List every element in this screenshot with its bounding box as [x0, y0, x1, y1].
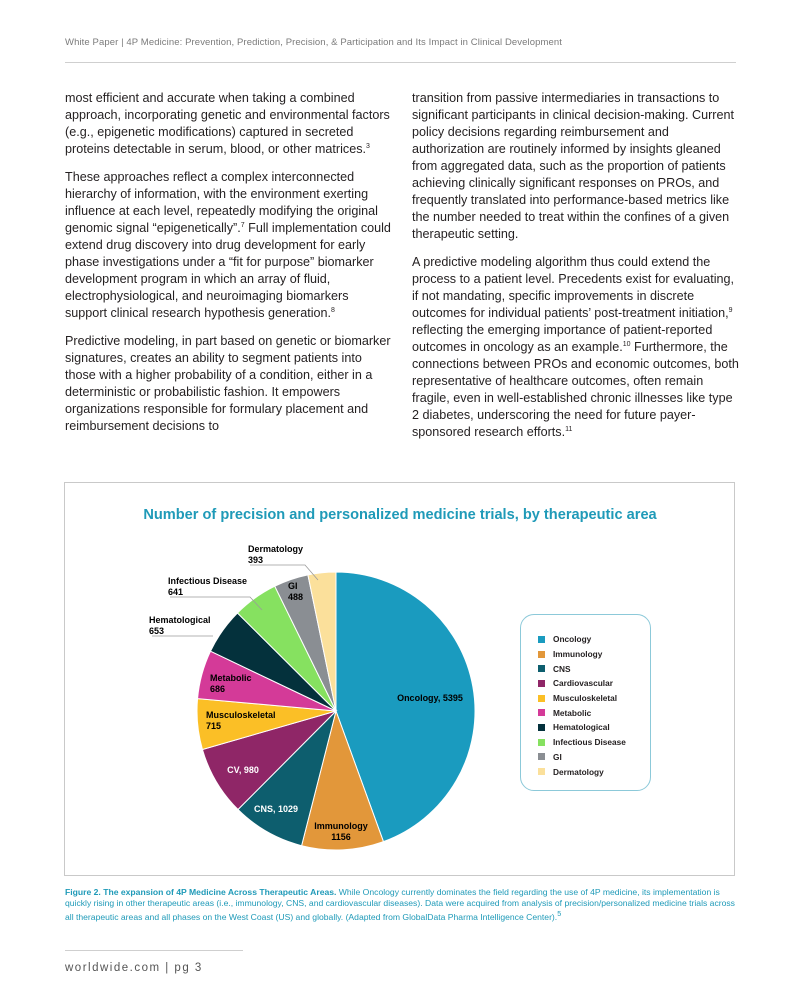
legend-swatch	[538, 753, 545, 760]
running-header: White Paper | 4P Medicine: Prevention, Prediction, Precision, & Participation and Its Impact in Clinical Development	[65, 37, 563, 48]
data-label-cardiovascular: CV, 980	[227, 765, 259, 775]
legend-item-musculoskeletal	[538, 691, 650, 706]
legend-swatch	[538, 680, 545, 687]
footer-divider	[65, 950, 243, 951]
legend-item-dermatology	[538, 764, 650, 779]
legend-label: Musculoskeletal	[553, 693, 618, 704]
legend-label: GI	[553, 751, 562, 762]
data-label-musculoskeletal: Musculoskeletal 715	[206, 710, 276, 731]
paragraph: transition from passive intermediaries in transactions to significant participants in clinical decision-making. Current policy decisions regarding reimbursement and authorization are routinely informed by insights gleaned from aggregated data, such as the proportion of patients achieving clinically significant responses on PROs, and frequently translated into performance-based metrics like the number needed to treat within the confines of a given therapeutic setting.	[412, 91, 734, 241]
legend-label: Metabolic	[553, 707, 592, 718]
legend-item-metabolic	[538, 705, 650, 720]
legend-swatch	[538, 695, 545, 702]
legend-item-oncology	[538, 632, 650, 647]
legend-item-hematological	[538, 720, 650, 735]
paragraph: A predictive modeling algorithm thus could extend the process to a patient level. Precedents exist for evaluating, if not mandating, specific improvements in discrete outcomes for individual patients’ post-treatment initiation,$^9$ reflecting the emerging importance of patient-reported outcomes in oncology as an example.$^{10}$ Furthermore, the connections between PROs and economic outcomes, both representative of healthcare outcomes, often remain fragile, even in well-established chronic illnesses like type 2 diabetes, underscoring the need for future payer-sponsored research efforts.$^{11}$	[412, 255, 739, 439]
data-label-metabolic: Metabolic 686	[210, 673, 252, 694]
legend-swatch	[538, 636, 545, 643]
legend-swatch	[538, 651, 545, 658]
paragraph: most efficient and accurate when taking a combined approach, incorporating genetic and environmental factors (e.g., epigenetic modifications) captured in secreted proteins detectable in serum, blood, or other matrices.$^3$	[65, 91, 390, 156]
legend-swatch	[538, 724, 545, 731]
data-label-oncology: Oncology, 5395	[397, 693, 463, 703]
legend-item-immunology	[538, 647, 650, 662]
legend-label: Hematological	[553, 722, 610, 733]
paragraph: Predictive modeling, in part based on genetic or biomarker signatures, creates an ability to segment patients into those with a higher probability of a condition, either in a deterministic or probabilistic fashion. It empowers organizations responsible for formulary placement and reimbursement decisions to	[65, 334, 391, 433]
data-label-infectious-disease: Infectious Disease 641	[168, 576, 248, 597]
data-label-dermatology: Dermatology 393	[248, 544, 304, 565]
legend-item-infectious-disease	[538, 735, 650, 750]
legend-label: Oncology	[553, 634, 592, 645]
legend-swatch	[538, 739, 545, 746]
legend-swatch	[538, 768, 545, 775]
legend-label: Infectious Disease	[553, 737, 626, 748]
data-label-immunology: Immunology 1156	[314, 821, 368, 842]
legend-label: CNS	[553, 663, 571, 674]
legend-label: Dermatology	[553, 766, 604, 777]
figure-caption: Figure 2. The expansion of 4P Medicine Across Therapeutic Areas. While Oncology currently dominates the field regarding the use of 4P medicine, its implementation is quickly rising in other therapeutic areas (i.e., immunology, CNS, and cardiovascular diseases). Data were acquired from analysis of precision/personalized medicine trials across all therapeutic areas and all phases on the West Coast (US) and globally. (Adapted from GlobalData Pharma Intelligence Center).$^5$	[65, 887, 735, 922]
chart-legend	[520, 614, 651, 791]
legend-swatch	[538, 665, 545, 672]
legend-label: Cardiovascular	[553, 678, 613, 689]
data-label-hematological: Hematological 653	[149, 615, 211, 636]
legend-swatch	[538, 709, 545, 716]
legend-label: Immunology	[553, 649, 603, 660]
paragraph: These approaches reflect a complex interconnected hierarchy of information, with the environment exerting influence at each level, repeatedly modifying the original genomic signal “epigenetically”.$^7$ Full implementation could extend drug discovery into drug development for early phase investigations under a “fit for purpose” biomarker development program in which an array of fluid, electrophysiological, and neuroimaging biomarkers support clinical research hypothesis generation.$^8$	[65, 170, 391, 320]
data-label-gi: GI 488	[288, 581, 304, 602]
legend-item-cardiovascular	[538, 676, 650, 691]
chart-title: Number of precision and personalized medicine trials, by therapeutic area	[143, 507, 657, 523]
page-footer: worldwide.com | pg 3	[65, 962, 203, 974]
data-label-cns: CNS, 1029	[253, 804, 299, 814]
legend-item-cns	[538, 661, 650, 676]
legend-item-gi	[538, 750, 650, 765]
